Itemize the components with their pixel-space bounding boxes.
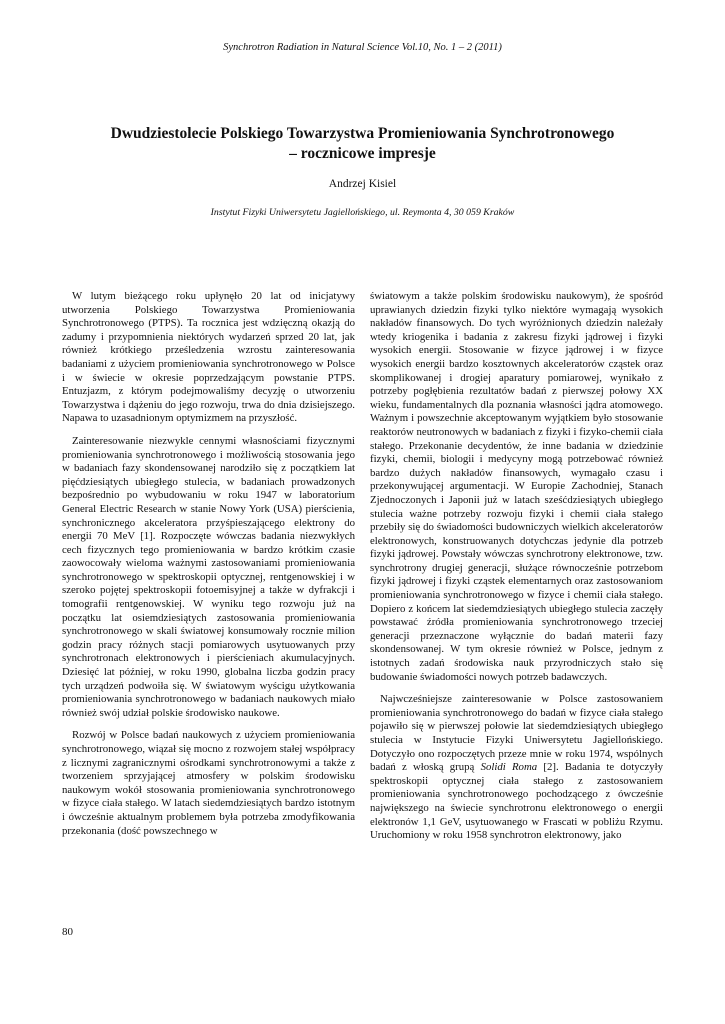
author-name: Andrzej Kisiel [328, 178, 397, 190]
title-line-1: Dwudziestolecie Polskiego Towarzystwa Promieniowania Synchrotronowego [110, 125, 615, 142]
page-number: 80 [62, 926, 73, 938]
journal-header: Synchrotron Radiation in Natural Science Vol.10, No. 1 – 2 (2011) [223, 42, 502, 53]
paragraph: światowym a także polskim środowisku naukowym), że spośród uprawianych dziedzin fizyki tylko niektóre wymagają wysokich nakładów finansowych. Do tych wyróżnionych dziedzin należały wtedy kriogenika i badania z zakresu fizyki jądrowej i fizyki wysokich energii. Stosowanie w fizyce jądrowej i w fizyce wysokich energii bardzo kosztownych akceleratorów cząstek oraz skomplikowanej i drogiej aparatury pomiarowej, wynikało z potrzeby pogłębienia rezultatów badań z pierwszej połowy XX wieku, fundamentalnych dla poznania własności jądra atomowego. Ważnym i powszechnie akceptowanym wyjątkiem było stosowanie reaktorów neutronowych w badaniach z fizyki i fizyko-chemii ciała stałego. Przekonanie decydentów, że inne badania w dziedzinie fizyki, chemii, biologii i medycyny mogą potrzebować również bardzo dużych nakładów finansowych, wymagało czasu i przekonywującej argumentacji. W Europie Zachodniej, Stanach Zjednoczonych i Japonii już w latach sześćdziesiątych ubiegłego stulecia ważne potrzeby rozwoju fizyki i chemii ciała stałego przebiły się do świadomości budowniczych wielkich akceleratorów elektronowych, konstruowanych dotychczas jedynie dla potrzeb fizyki jądrowej. Powstały wówczas synchrotrony elektronowe, tzw. synchrotrony drugiej generacji, służące równocześnie potrzebom fizyki jądrowej i fizyki cząstek elementarnych oraz zastosowaniom promieniowania synchrotronowego w fizyce i chemii ciała stałego. Dopiero z końcem lat siedemdziesiątych ubiegłego stulecia zaczęły powstawać źródła promieniowania synchrotronowego trzeciej generacji przeznaczone wyłącznie do badań materii fazy skondensowanej. W tym okresie również w Polsce, jednym z istotnych zadań środowiska nauk przyrodniczych stało się budowanie świadomości nowych potrzeb badawczych. [370, 290, 663, 683]
title-line-2: – rocznicowe impresje [289, 145, 436, 162]
paragraph-text: [2]. Badania te dotyczyły spektroskopii optycznej ciała stałego z zastosowaniem promieniowania synchrotronowego pochodzącego z ówcześnie największego na świecie synchrotronu elektronowego o energii elektronów 1,1 GeV, usytuowanego w Frascati w pobliżu Rzymu. Uruchomiony w roku 1958 synchrotron elektronowy, jako [370, 761, 663, 842]
italic-group-name: Solidi Roma [480, 761, 538, 774]
left-column [62, 290, 355, 920]
right-column [370, 290, 663, 920]
paragraph [370, 693, 663, 843]
author-affiliation: Instytut Fizyki Uniwersytetu Jagiellońskiego, ul. Reymonta 4, 30 059 Kraków [210, 207, 515, 218]
paragraph: Zainteresowanie niezwykle cennymi własnościami fizycznymi promieniowania synchrotronowego i możliwością stosowania jego w badaniach fazy skondensowanej narodziło się z początkiem lat pięćdziesiątych ubiegłego stulecia, w badaniach prowadzonych bezpośrednio po wybudowaniu w roku 1947 w laboratorium General Electric Research w stanie Nowy York (USA) pierścienia, synchronicznego akceleratora przyśpieszającego elektrony do energii 70 MeV [1]. Rozpoczęte wówczas badania niezwykłych cech fizycznych tego promieniowania w bardzo krótkim czasie zaowocowały wieloma ważnymi zastosowaniami promieniowania synchrotronowego w spektroskopii optycznej, rentgenowskiej i w szeroko pojętej spektroskopii fotoemisyjnej a także w dyfrakcji i tomografii rentgenowskiej. W wyniku tego rozwoju już na początku lat osiemdziesiątych zastosowania promieniowania synchrotronowego w skali światowej konsumowały rocznie milion godzin pracy różnych stacji pomiarowych usytuowanych przy synchrotronach elektronowych i pierścieniach akumulacyjnych. Dziesięć lat później, w roku 1990, globalna liczba godzin pracy tych urządzeń podwoiła się. W światowym wyścigu użytkowania promieniowania synchrotronowego w badaniach naukowych miało również swój udział polskie środowisko naukowe. [62, 434, 355, 719]
paragraph-text: Najwcześniejsze zainteresowanie w Polsce zastosowaniem promieniowania synchrotronowego do badań w fizyce ciała stałego pojawiło się w pierwszej połowie lat siedemdziesiątych ubiegłego stulecia w Instytucie Fizyki Uniwersytetu Jagiellońskiego. Dotyczyło ono rozpoczętych przeze mnie w roku 1974, wspólnych badań z włoską grupą [370, 693, 663, 774]
paragraph: Rozwój w Polsce badań naukowych z użyciem promieniowania synchrotronowego, wiązał się mocno z rozwojem stałej współpracy z licznymi zagranicznymi ośrodkami synchrotronowymi a także z tworzeniem sprzyjającej atmosfery w polskim środowisku naukowym wokół stosowania promieniowania synchrotronowego w fizyce ciała stałego. W latach siedemdziesiątych bardzo istotnym i ówcześnie aktualnym problemem była potrzeba zmodyfikowania przekonania (dość powszechnego w [62, 729, 355, 837]
article-title [60, 124, 665, 164]
paragraph: W lutym bieżącego roku upłynęło 20 lat od inicjatywy utworzenia Polskiego Towarzystwa Promieniowania Synchrotronowego (PTPS). Ta rocznica jest wdzięczną okazją do zadumy i przypomnienia niektórych wydarzeń sprzed 20 lat, jak również krótkiego prześledzenia wzrostu zainteresowania badaniami z użyciem promieniowania synchrotronowego w Polsce i w świecie w okresie poprzedzającym powstanie PTPS. Entuzjazm, z którym podejmowaliśmy decyzję o utworzeniu Towarzystwa i dążeniu do jego rozwoju, trwa do dnia dzisiejszego. Napawa to uzasadnionym optymizmem na przyszłość. [62, 290, 355, 425]
